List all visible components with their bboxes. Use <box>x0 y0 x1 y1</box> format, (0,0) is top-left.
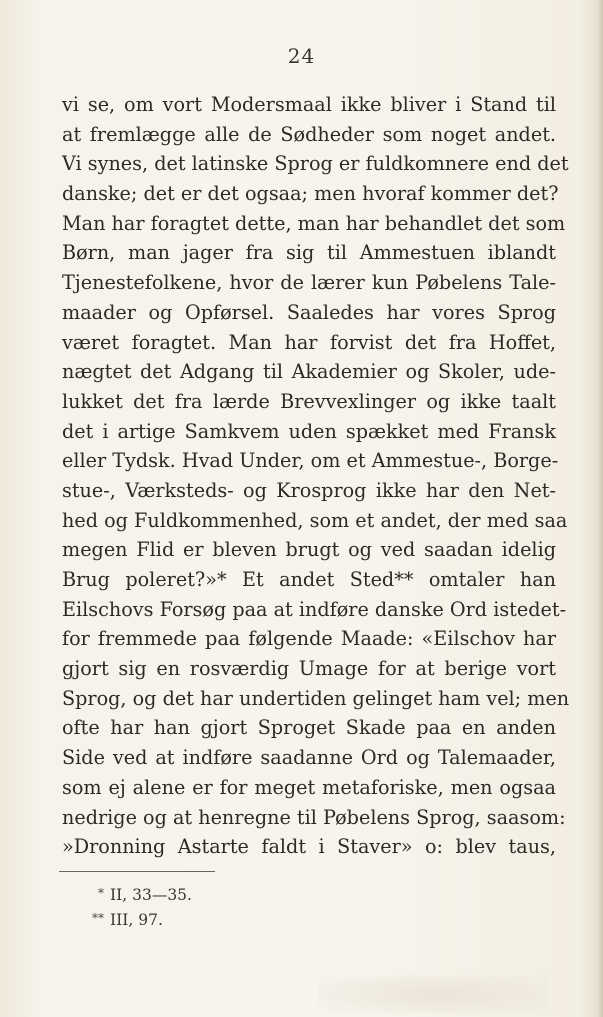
body-text <box>62 90 570 862</box>
footnote-mark: ** <box>92 911 104 925</box>
footnote-divider <box>59 871 215 872</box>
text-line: været foragtet. Man har forvist det fra Hoffet, <box>62 330 556 354</box>
text-line: lukket det fra lærde Brevvexlinger og ikke taalt <box>62 389 556 413</box>
page-edge <box>597 0 603 1017</box>
text-line: Sprog, og det har undertiden gelinget ham vel; men <box>62 686 570 710</box>
text-line: ofte har han gjort Sproget Skade paa en anden <box>62 716 556 740</box>
footnote-mark: * <box>98 886 104 900</box>
footnote-text: II, 33—35. <box>110 886 192 904</box>
text-line: at fremlægge alle de Sødheder som noget andet. <box>62 122 556 146</box>
text-line: vi se, om vort Modersmaal ikke bliver i Stand til <box>62 93 556 116</box>
text-line: Brug poleret?»* Et andet Sted** omtaler han <box>62 568 556 591</box>
text-line: megen Flid er bleven brugt og ved saadan idelig <box>62 538 556 562</box>
text-line: for fremmede paa følgende Maade: «Eilschov har <box>62 627 556 651</box>
text-line: »Dronning Astarte faldt i Staver» o: blev taus, <box>62 835 556 859</box>
text-line: Side ved at indføre saadanne Ord og Talemaader, <box>62 746 556 770</box>
text-line: Man har foragtet dette, man har behandlet det som <box>62 211 566 235</box>
paper-smudge <box>318 975 548 1013</box>
text-line: Eilschovs Forsøg paa at indføre danske Ord istedet- <box>62 597 567 621</box>
text-line: maader og Opførsel. Saaledes har vores Sprog <box>62 300 556 324</box>
text-line: stue-, Værksteds- og Krosprog ikke har den Net- <box>62 478 556 502</box>
text-line: gjort sig en rosværdig Umage for at berige vort <box>62 657 556 681</box>
footnote <box>80 881 192 906</box>
footnote <box>80 906 192 931</box>
text-line: det i artige Samkvem uden spækket med Fransk <box>62 419 556 443</box>
text-line: nedrige og at henregne til Pøbelens Sprog, saasom: <box>62 805 566 829</box>
footnote-text: III, 97. <box>110 911 163 929</box>
footnotes <box>80 881 192 931</box>
text-line: danske; det er det ogsaa; men hvoraf kommer det? <box>62 182 559 206</box>
text-line: Vi synes, det latinske Sprog er fuldkomnere end det <box>62 152 569 176</box>
page-number: 24 <box>287 44 316 68</box>
text-line: eller Tydsk. Hvad Under, om et Ammestue-, Borge- <box>62 449 559 473</box>
text-line: nægtet det Adgang til Akademier og Skoler, ude- <box>62 360 556 384</box>
text-line: Børn, man jager fra sig til Ammestuen iblandt <box>62 241 556 265</box>
text-line: som ej alene er for meget metaforiske, men ogsaa <box>62 775 556 799</box>
text-line: Tjenestefolkene, hvor de lærer kun Pøbelens Tale- <box>62 271 556 295</box>
text-line: hed og Fuldkommenhed, som et andet, der med saa <box>62 508 568 532</box>
